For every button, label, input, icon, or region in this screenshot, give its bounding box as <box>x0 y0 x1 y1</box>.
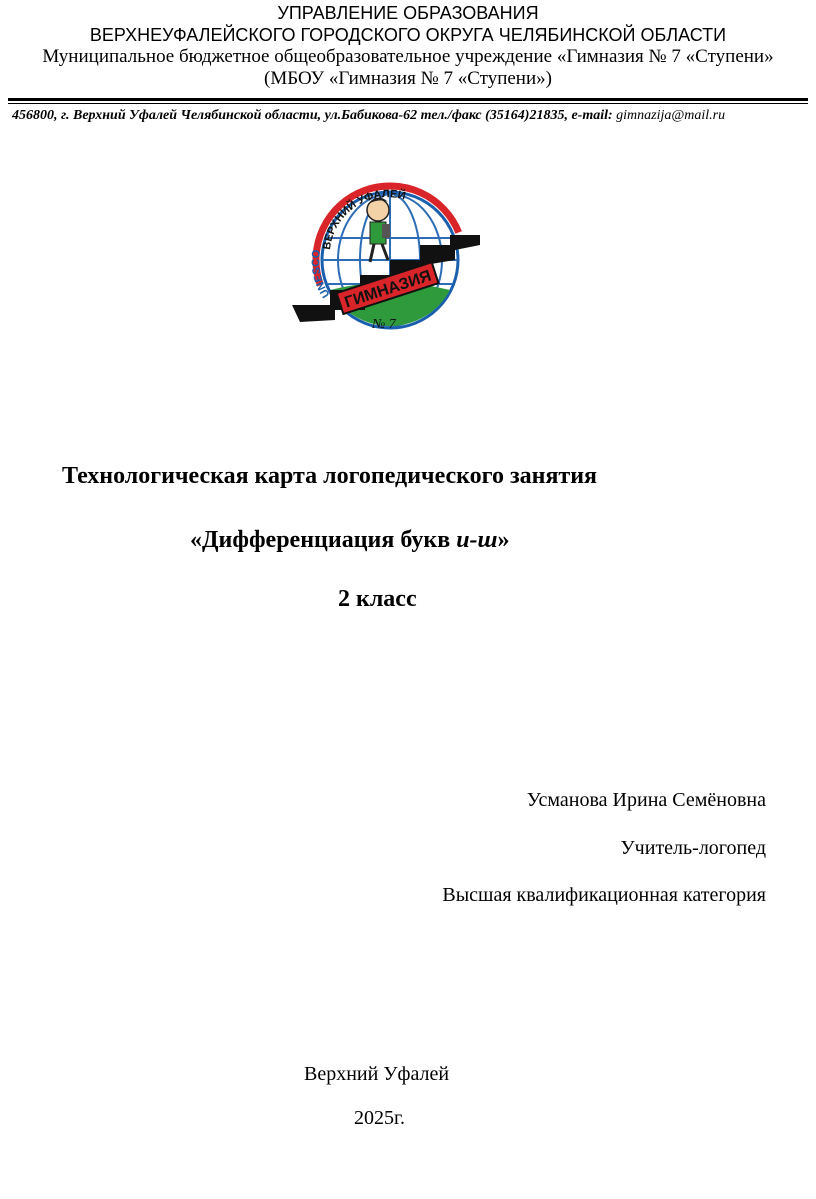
address-text: 456800, г. Верхний Уфалей Челябинской области, ул.Бабикова-62 тел./факс (35164)21835, e-mail: <box>12 108 617 123</box>
header-divider-thin <box>8 103 808 104</box>
footer-city: Верхний Уфалей <box>304 1063 450 1085</box>
doc-title-letters: и-ш <box>456 527 498 553</box>
header-district: ВЕРХНЕУФАЛЕЙСКОГО ГОРОДСКОГО ОКРУГА ЧЕЛЯБИНСКОЙ ОБЛАСТИ <box>89 25 727 45</box>
doc-title-line2 <box>190 526 510 554</box>
school-logo <box>290 180 485 340</box>
footer-year: 2025г. <box>354 1107 405 1129</box>
address-line <box>12 107 725 125</box>
logo-ring-top-path: ВЕРХНИЙ УФАЛЕЙ <box>320 188 407 251</box>
doc-title-line1: Технологическая карта логопедического занятия <box>62 463 598 489</box>
address-email: gimnazija@mail.ru <box>616 108 726 123</box>
header-institution-short: (МБОУ «Гимназия № 7 «Ступени») <box>264 68 552 89</box>
logo-ring-left-path: UNESCO <box>310 249 333 300</box>
header-department: УПРАВЛЕНИЕ ОБРАЗОВАНИЯ <box>277 3 539 23</box>
logo-number-text: № 7 <box>372 317 396 332</box>
school-logo-graphic <box>290 180 485 340</box>
header-divider-thick <box>8 98 808 101</box>
header-institution: Муниципальное бюджетное общеобразовательное учреждение «Гимназия № 7 «Ступени» <box>42 46 774 67</box>
author-name: Усманова Ирина Семёновна <box>526 789 766 811</box>
author-category: Высшая квалификационная категория <box>442 884 766 906</box>
doc-grade: 2 класс <box>338 586 417 612</box>
doc-title-line2-prefix: «Дифференциация букв <box>190 527 457 553</box>
doc-title-line2-suffix: » <box>497 527 510 553</box>
author-position: Учитель-логопед <box>620 837 766 859</box>
logo-banner-text: ГИМНАЗИЯ <box>342 267 434 312</box>
